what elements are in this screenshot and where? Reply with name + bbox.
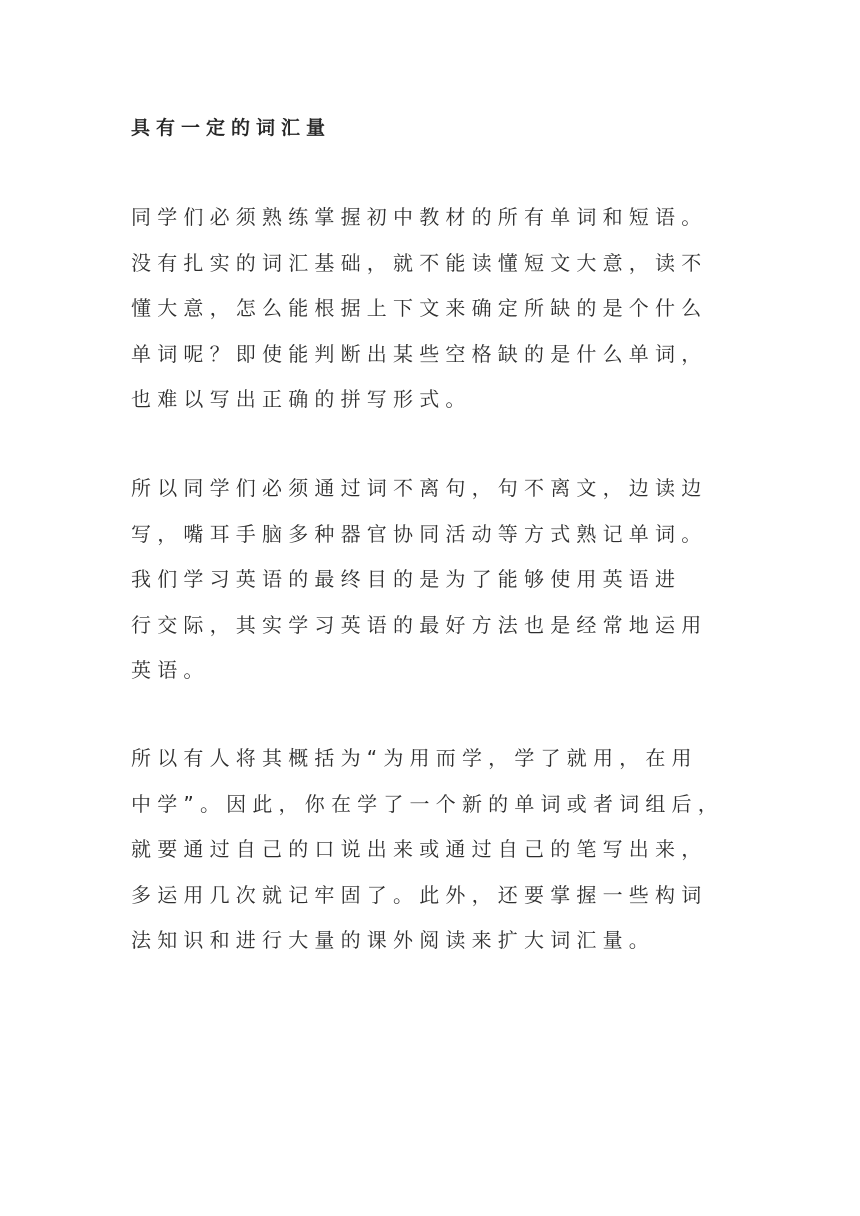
paragraph-line: 所以同学们必须通过词不离句，句不离文，边读边 [131,476,708,500]
paragraph-line: 行交际，其实学习英语的最好方法也是经常地运用 [131,612,708,637]
paragraph-1 [131,195,707,423]
paragraph-2 [131,466,707,694]
paragraph-line: 写，嘴耳手脑多种器官协同活动等方式熟记单词。 [131,521,708,546]
paragraph-line: 英语。 [131,658,210,682]
paragraph-line: 中学”。因此，你在学了一个新的单词或者词组后， [131,791,724,816]
paragraph-line: 懂大意，怎么能根据上下文来确定所缺的是个什么 [131,296,708,320]
paragraph-line: 所以有人将其概括为“为用而学，学了就用，在用 [131,746,698,770]
paragraph-line: 多运用几次就记牢固了。此外，还要掌握一些构词 [131,882,708,907]
paragraph-line: 也难以写出正确的拼写形式。 [131,387,472,411]
paragraph-3 [131,736,724,964]
paragraph-line: 我们学习英语的最终目的是为了能够使用英语进 [131,567,682,591]
paragraph-line: 单词呢？即使能判断出某些空格缺的是什么单词， [131,341,708,366]
paragraph-line: 法知识和进行大量的课外阅读来扩大词汇量。 [131,928,655,952]
paragraph-line: 就要通过自己的口说出来或通过自己的笔写出来， [131,837,708,861]
section-heading: 具有一定的词汇量 [131,117,332,139]
paragraph-line: 同学们必须熟练掌握初中教材的所有单词和短语。 [131,205,708,229]
paragraph-line: 没有扎实的词汇基础，就不能读懂短文大意，读不 [131,250,708,275]
